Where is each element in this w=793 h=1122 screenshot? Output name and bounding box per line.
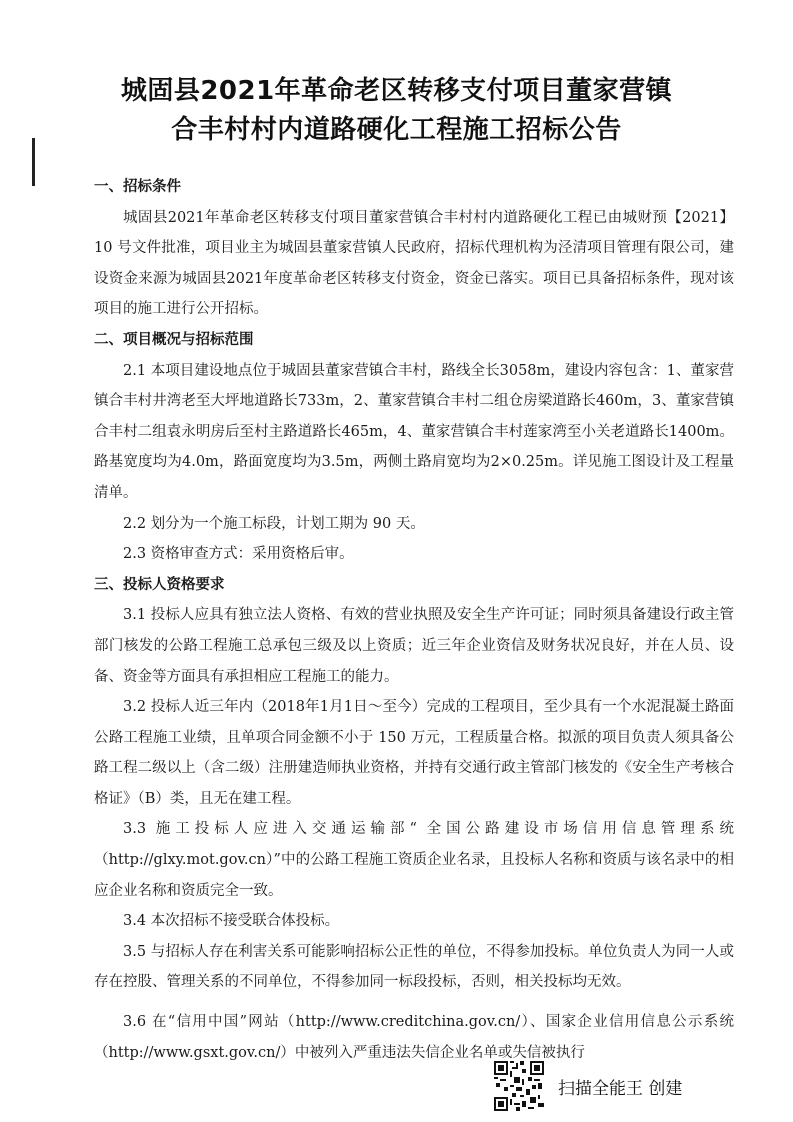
paragraph-2-1: 2.1 本项目建设地点位于城固县董家营镇合丰村，路线全长3058m，建设内容包含：1、董家营镇合丰村井湾老至大坪地道路长733m，2、董家营镇合丰村二组仓房梁道路长460m，3、董家营镇合丰村二组袁永明房后至村主路道路长465m，4、董家营镇合丰村莲家湾至小关老道路长1400m。路基宽度均为4.0m，路面宽度均为3.5m，两侧土路肩宽均为2×0.25m。详见施工图设计及工程量清单。 [94, 362, 734, 501]
paragraph-3-4: 3.4 本次招标不接受联合体投标。 [123, 913, 340, 930]
section-heading-2: 二、项目概况与招标范围 [94, 331, 254, 348]
paragraph-2-3: 2.3 资格审查方式：采用资格后审。 [123, 546, 354, 563]
section-heading-1: 一、招标条件 [94, 179, 181, 195]
paragraph-3-6: 3.6 在“信用中国”网站（http://www.creditchina.gov.cn/）、国家企业信用信息公示系统（http://www.gsxt.gov.cn/）中被列入严重违法失信企业名单或失信被执行 [94, 1014, 734, 1061]
paragraph-3-2: 3.2 投标人近三年内（2018年1月1日～至今）完成的工程项目，至少具有一个水泥混凝土路面公路工程施工业绩，且单项合同金额不小于 150 万元，工程质量合格。拟派的项目负责人须具备公路工程二级以上（含二级）注册建造师执业资格，并持有交通行政主管部门核发的《安全生产考核合格证》（B）类，且无在建工程。 [94, 699, 734, 807]
margin-pen-mark [32, 138, 35, 186]
paragraph-3-1: 3.1 投标人应具有独立法人资格、有效的营业执照及安全生产许可证；同时须具备建设行政主管部门核发的公路工程施工总承包三级及以上资质；近三年企业资信及财务状况良好，并在人员、设备、资金等方面具有承担相应工程施工的能力。 [94, 607, 734, 685]
scanner-app-label: 扫描全能王 创建 [558, 1078, 683, 1099]
title-line-1: 城固县2021年革命老区转移支付项目董家营镇 [120, 76, 673, 106]
section-heading-3: 三、投标人资格要求 [94, 576, 225, 593]
paragraph-1: 城固县2021年革命老区转移支付项目董家营镇合丰村村内道路硬化工程已由城财预【2021】10 号文件批准，项目业主为城固县董家营镇人民政府，招标代理机构为泾清项目管理有限公司，建设资金来源为城固县2021年度革命老区转移支付资金，资金已落实。项目已具备招标条件，现对该项目的施工进行公开招标。 [94, 209, 734, 318]
paragraph-3-5: 3.5 与招标人存在利害关系可能影响招标公正性的单位，不得参加投标。单位负责人为同一人或存在控股、管理关系的不同单位，不得参加同一标段投标，否则，相关投标均无效。 [94, 943, 734, 991]
title-line-2: 合丰村村内道路硬化工程施工招标公告 [171, 115, 622, 145]
document-body [94, 172, 734, 1068]
paragraph-2-2: 2.2 划分为一个施工标段，计划工期为 90 天。 [123, 515, 425, 532]
paragraph-3-3: 3.3 施工投标人应进入交通运输部“ 全国公路建设市场信用信息管理系统（http://glxy.mot.gov.cn）”中的公路工程施工资质企业名录，且投标人名称和资质与该名录中的相应企业名称和资质完全一致。 [94, 821, 734, 899]
qr-code-icon [494, 1061, 544, 1111]
scanner-watermark [494, 1060, 682, 1112]
